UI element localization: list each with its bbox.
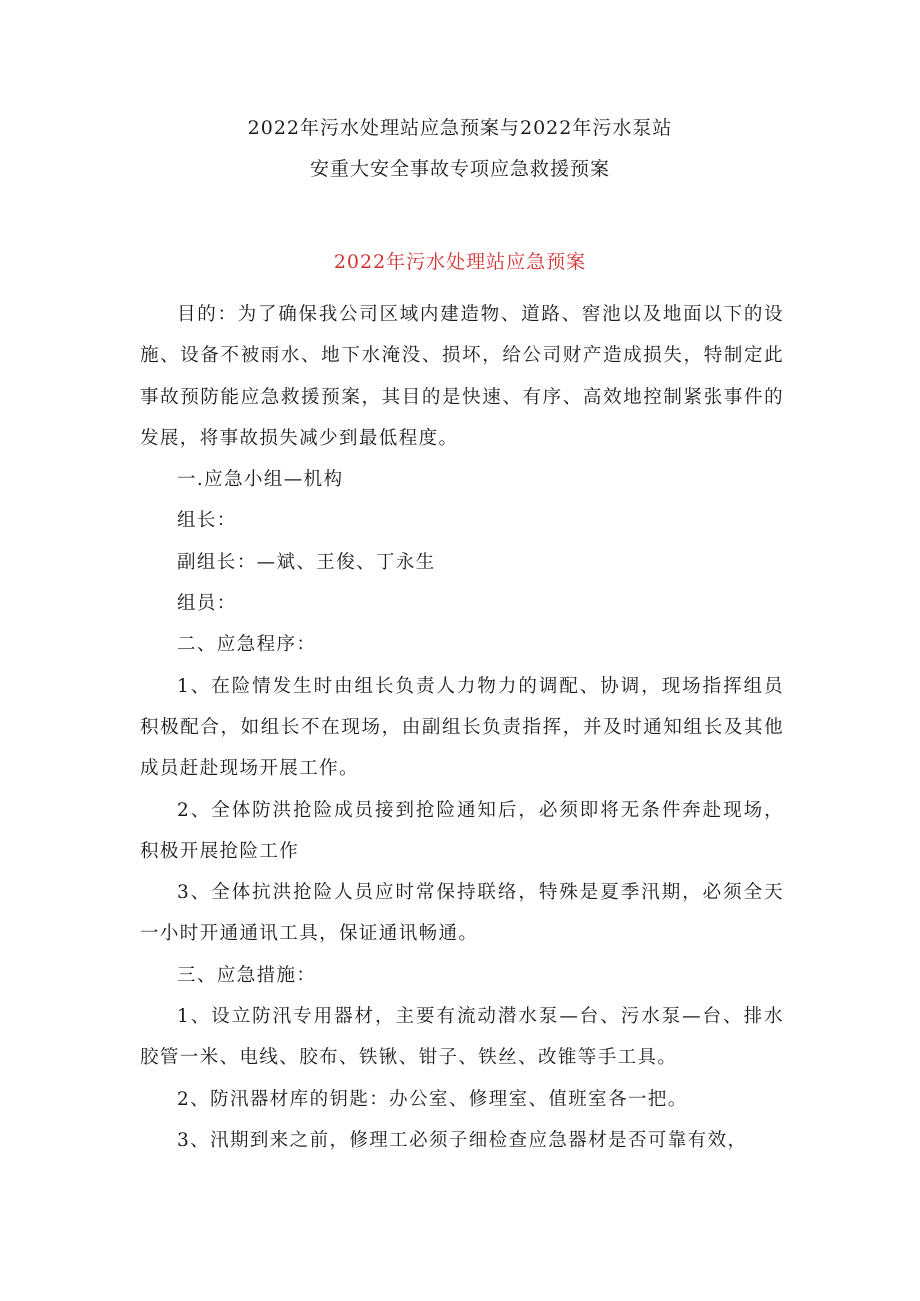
heading-emergency-group: 一.应急小组—机构 (177, 469, 344, 491)
paragraph-group-members: 组员： (177, 593, 237, 615)
document-title-line-1: 2022年污水处理站应急预案与2022年污水泵站 (247, 117, 673, 139)
heading-emergency-measures: 三、应急措施： (177, 964, 317, 986)
paragraph-measure-3: 3、汛期到来之前，修理工必须子细检查应急器材是否可靠有效， (177, 1129, 748, 1151)
paragraph-procedure-3: 3、全体抗洪抢险人员应时常保持联络，特殊是夏季汛期，必须全天一小时开通通讯工具，保证通讯畅通。 (140, 882, 784, 945)
paragraph-measure-1: 1、设立防汛专用器材，主要有流动潜水泵—台、污水泵—台、排水胶管一米、电线、胶布、铁锹、钳子、铁丝、改锥等手工具。 (140, 1006, 784, 1069)
document-body (140, 294, 784, 1161)
paragraph-group-leader: 组长： (177, 510, 237, 532)
paragraph-measure-2: 2、防汛器材库的钥匙：办公室、修理室、值班室各一把。 (177, 1088, 688, 1110)
paragraph-purpose: 目的：为了确保我公司区域内建造物、道路、窖池以及地面以下的设施、设备不被雨水、地下水淹没、损坏，给公司财产造成损失，特制定此事故预防能应急救援预案，其目的是快速、有序、高效地控制紧张事件的发展，将事故损失减少到最低程度。 (140, 304, 784, 449)
section-title: 2022年污水处理站应急预案 (333, 251, 587, 273)
heading-emergency-procedure: 二、应急程序： (177, 634, 317, 656)
paragraph-procedure-2: 2、全体防洪抢险成员接到抢险通知后，必须即将无条件奔赴现场，积极开展抢险工作 (140, 799, 784, 862)
paragraph-deputy-leader: 副组长：—斌、王俊、丁永生 (177, 551, 436, 573)
document-title-line-2: 安重大安全事故专项应急救援预案 (309, 158, 610, 180)
paragraph-procedure-1: 1、在险情发生时由组长负责人力物力的调配、协调，现场指挥组员积极配合，如组长不在现场，由副组长负责指挥，并及时通知组长及其他成员赶赴现场开展工作。 (140, 675, 784, 780)
